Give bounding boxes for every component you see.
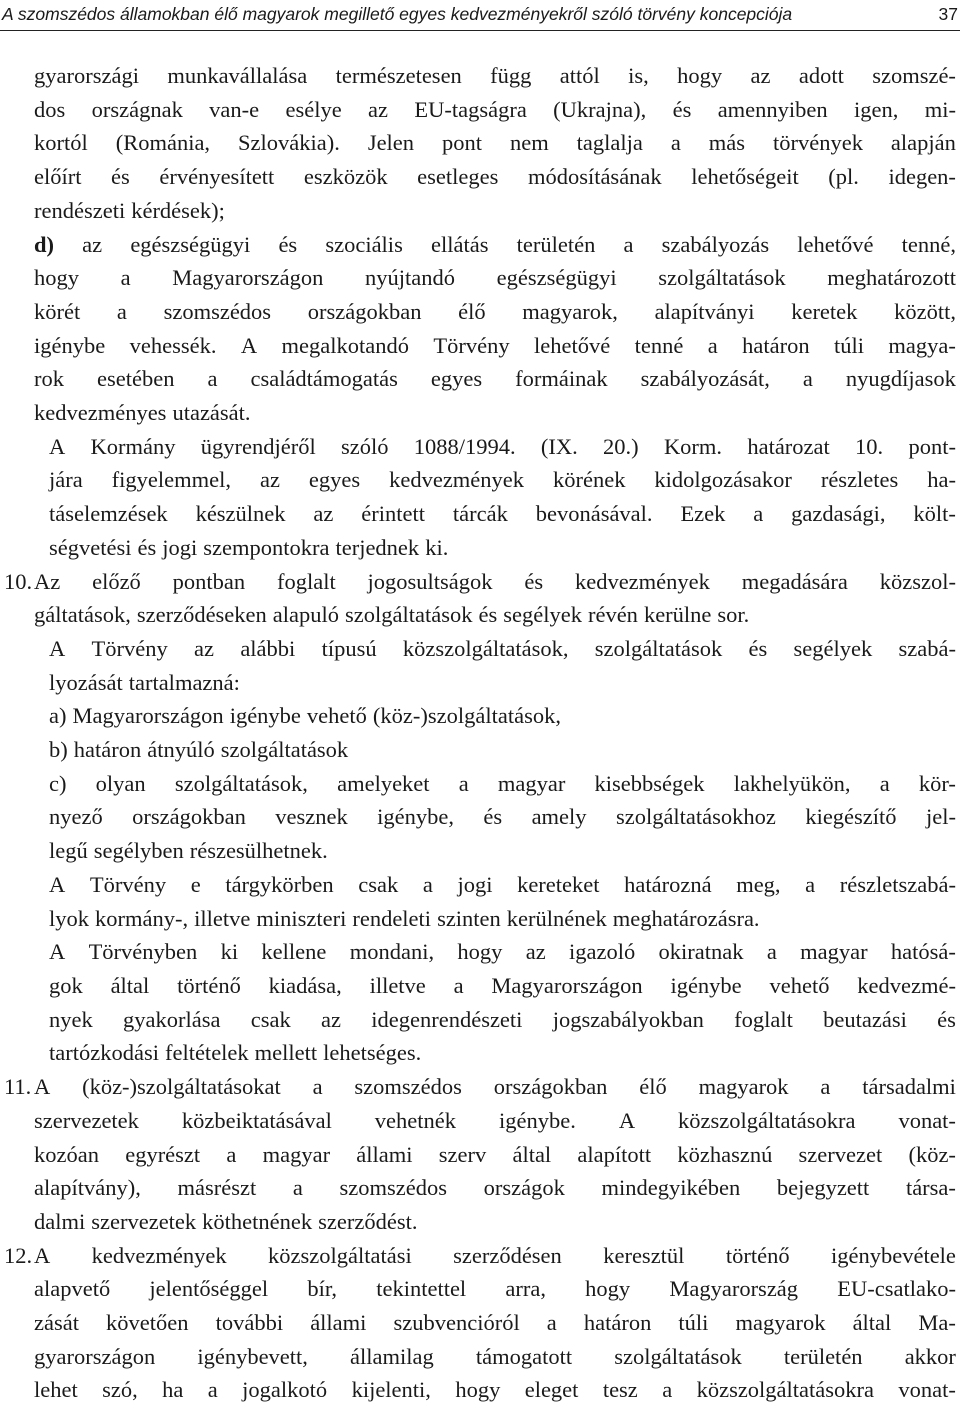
text-line: hogy a Magyarországon nyújtandó egészségügyi szolgáltatások meghatározott	[34, 265, 956, 291]
text-line: lyozását tartalmazná:	[49, 669, 240, 695]
text-line: A Kormány ügyrendjéről szóló 1088/1994. (IX. 20.) Korm. határozat 10. pont-	[49, 433, 956, 459]
paragraph-number: 10.	[4, 568, 33, 594]
paragraph	[34, 228, 956, 430]
text-line: zását követően további állami szubvencióról a határon túli magyarok által Ma-	[34, 1310, 956, 1336]
text-line: gyarországi munkavállalása természetesen függ attól is, hogy az adott szomszé-	[34, 63, 956, 88]
text-line: kozóan egyrészt a magyar állami szerv által alapított közhasznú szervezet (köz-	[34, 1141, 956, 1167]
paragraph-number: 11.	[4, 1074, 32, 1100]
paragraph	[34, 935, 956, 1070]
paragraph	[34, 59, 956, 228]
numbered-paragraph	[4, 565, 956, 632]
text-line: rok esetében a családtámogatás egyes formáinak szabályozását, a nyugdíjasok	[34, 366, 956, 392]
text-line: A Törvény e tárgykörben csak a jogi kereteket határozná meg, a részletszabá-	[49, 871, 956, 897]
text-line: jára figyelemmel, az egyes kedvezmények körének kidolgozásakor részletes ha-	[49, 467, 956, 493]
body-text	[4, 59, 956, 1407]
text-line: előírt és érvényesített eszközök esetleges módosításának lehetőségeit (pl. idegen-	[34, 164, 956, 190]
text-line: dos országnak van-e esélye az EU-tagságra (Ukrajna), és amennyiben igen, mi-	[34, 96, 956, 122]
text-line: A (köz-)szolgáltatásokat a szomszédos országokban élő magyarok a társadalmi	[34, 1074, 956, 1100]
running-header-title: A szomszédos államokban élő magyarok megillető egyes kedvezményekről szóló törvény koncepciója	[2, 4, 793, 24]
numbered-paragraph	[4, 1070, 956, 1239]
text-line: rendészeti kérdések);	[34, 197, 225, 223]
text-line: dalmi szervezetek köthetnének szerződést.	[34, 1208, 418, 1234]
running-header	[0, 0, 960, 31]
text-line: A kedvezmények közszolgáltatási szerződésen keresztül történő igénybevétele	[34, 1242, 956, 1268]
text-line: kortól (Románia, Szlovákia). Jelen pont nem taglalja a más törvények alapján	[34, 130, 956, 156]
text-line: igénybe vehessék. A megalkotandó Törvény lehetővé tenné a határon túli magya-	[34, 332, 956, 358]
text-line: lyok kormány-, illetve miniszteri rendeleti szinten kerülnének meghatározásra.	[49, 905, 760, 931]
text-line: A Törvényben ki kellene mondani, hogy az igazoló okiratnak a magyar hatósá-	[49, 939, 956, 965]
text-line: nyező országokban vesznek igénybe, és amely szolgáltatásokhoz kiegészítő jel-	[49, 804, 956, 830]
text-line: A Törvény az alábbi típusú közszolgáltatások, szolgáltatások és segélyek szabá-	[49, 635, 956, 661]
page-number: 37	[938, 4, 958, 24]
paragraph	[34, 767, 956, 868]
text-line: d) az egészségügyi és szociális ellátás területén a szabályozás lehetővé tenné,	[34, 228, 956, 262]
text-line: táselemzések készülnek az érintett tárcák bevonásával. Ezek a gazdasági, költ-	[49, 501, 956, 527]
text-line: b) határon átnyúló szolgáltatások	[49, 737, 349, 763]
paragraph	[34, 632, 956, 699]
text-line: alapítvány), másrészt a szomszédos országok mindegyikében bejegyzett társa-	[34, 1175, 956, 1201]
text-line: tartózkodási feltételek mellett lehetséges.	[49, 1040, 422, 1066]
text-line: legű segélyben részesülhetnek.	[49, 838, 328, 864]
paragraph	[34, 868, 956, 935]
text-line: körét a szomszédos országokban élő magyarok, alapítványi keretek között,	[34, 298, 956, 324]
text-line: gyarországon igénybevett, államilag támogatott szolgáltatások területén akkor	[34, 1343, 956, 1369]
paragraph	[34, 430, 956, 565]
text-line: alapvető jelentőséggel bír, tekintettel arra, hogy Magyarország EU-csatlako-	[34, 1276, 956, 1302]
text-line: gok által történő kiadása, illetve a Magyarországon igénybe vehető kedvezmé-	[49, 972, 956, 998]
paragraph-number: 12.	[4, 1242, 33, 1268]
paragraph	[34, 733, 956, 767]
item-label: d)	[34, 231, 55, 257]
text-line: a) Magyarországon igénybe vehető (köz-)szolgáltatások,	[49, 703, 561, 729]
text-line: nyek gyakorlása csak az idegenrendészeti jogszabályokban foglalt beutazási és	[49, 1006, 956, 1032]
text-line: lehet szó, ha a jogalkotó kijelenti, hogy eleget tesz a közszolgáltatásokra vonat-	[34, 1377, 956, 1403]
text-line: Az előző pontban foglalt jogosultságok és kedvezmények megadására közszol-	[34, 568, 956, 594]
text-line: ségvetési és jogi szempontokra terjednek ki.	[49, 534, 449, 560]
text-line: szervezetek közbeiktatásával vehetnék igénybe. A közszolgáltatásokra vonat-	[34, 1107, 956, 1133]
numbered-paragraph	[4, 1239, 956, 1407]
text-line: gáltatások, szerződéseken alapuló szolgáltatások és segélyek révén kerülne sor.	[34, 602, 750, 628]
text-line: c) olyan szolgáltatások, amelyeket a magyar kisebbségek lakhelyükön, a kör-	[49, 770, 956, 796]
text-line: kedvezményes utazását.	[34, 400, 251, 426]
paragraph	[34, 699, 956, 733]
